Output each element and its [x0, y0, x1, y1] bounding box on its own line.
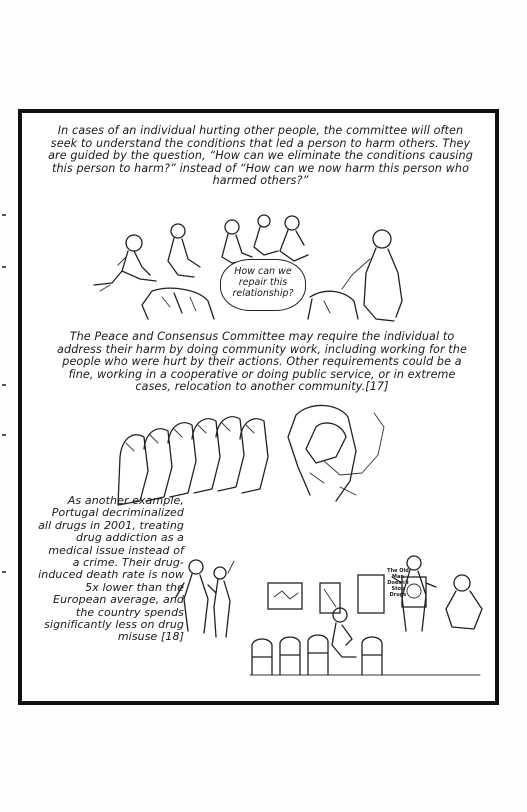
- embracing-couple: [288, 405, 384, 501]
- margin-mark: [2, 266, 6, 268]
- margin-mark: [2, 571, 6, 573]
- wall-poster-1: [268, 583, 302, 609]
- seated-person-5: [280, 216, 308, 261]
- poster-caption: The Old Man Doesn't Stop Drugs: [387, 568, 409, 598]
- seated-person-2: [168, 224, 200, 277]
- waiting-room-chairs: [252, 635, 382, 675]
- speech-bubble: How can we repair this relationship?: [220, 259, 306, 311]
- intro-paragraph: In cases of an individual hurting other people, the committee will often seek to understand the conditions that led a person to harm others. They are guided by the question, “How can we eliminate the conditions causing this person to harm?” instead of “How can we now harm this person who harmed others?”: [48, 124, 473, 188]
- standing-person-right: [342, 230, 402, 321]
- patient-right: [446, 575, 482, 629]
- treatment-center-illustration: [170, 553, 488, 683]
- portugal-paragraph: As another example, Portugal decriminalized all drugs in 2001, treating drug addiction as a medical issue instead of a crime. Their drug-induced death rate is now 5x lower than the European average, and the country spends significantly less on drug misuse [18]: [38, 494, 184, 644]
- seated-person-4: [254, 215, 278, 255]
- comic-panel: [18, 109, 499, 705]
- margin-mark: [2, 214, 6, 216]
- committee-paragraph: The Peace and Consensus Committee may require the individual to address their harm by doing community work, including working for the people who were hurt by their actions. Other requirements could be a fine, working in a cooperative or doing public service, or in extreme cases, relocation to another community.[17]: [57, 330, 467, 394]
- margin-mark: [2, 384, 6, 386]
- patient-with-doctor-left: [176, 560, 234, 637]
- wall-poster-3: [358, 575, 384, 613]
- seated-person-3: [222, 220, 252, 263]
- seated-person-left: [94, 235, 156, 291]
- margin-mark: [2, 434, 6, 436]
- foreground-person-right: [308, 291, 358, 319]
- seated-reading-person: [332, 608, 356, 657]
- row-of-seated-women: [118, 417, 268, 505]
- foreground-person-left: [142, 288, 214, 319]
